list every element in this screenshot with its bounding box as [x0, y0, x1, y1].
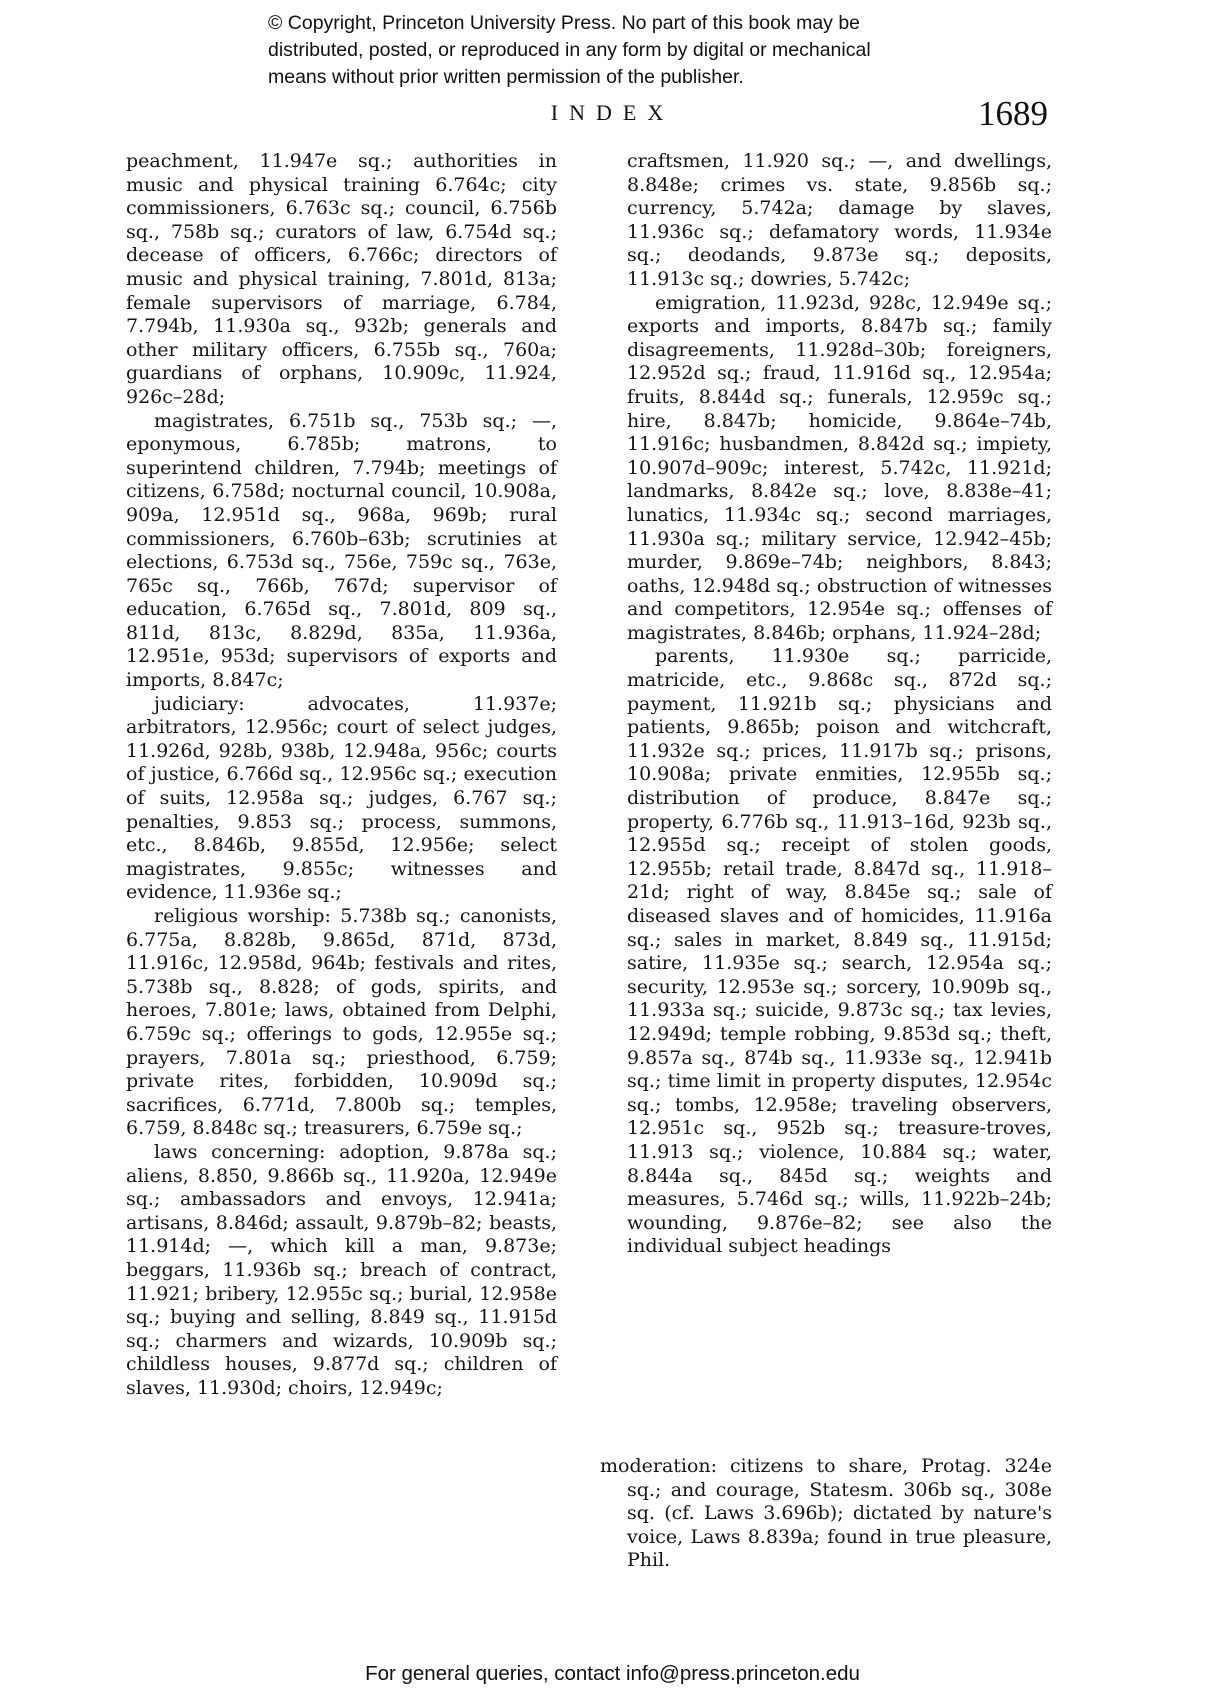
index-paragraph: parents, 11.930e sq.; parricide, matricide, etc., 9.868c sq., 872d sq.; payment, 11.921b sq.; physicians and patients, 9.865b; poison and witchcraft, 11.932e sq.; prices, 11.917b sq.; prisons, 10.908a; private enmities, 12.955b sq.; distribution of produce, 8.847e sq.; property, 6.776b sq., 11.913–16d, 923b sq., 12.955d sq.; receipt of stolen goods, 12.955b; retail trade, 8.847d sq., 11.918–21d; right of way, 8.845e sq.; sale of diseased slaves and of homicides, 11.916a sq.; sales in market, 8.849 sq., 11.915d; satire, 11.935e sq.; search, 12.954a sq.; security, 12.953e sq.; sorcery, 10.909b sq., 11.933a sq.; suicide, 9.873c sq.; tax levies, 12.949d; temple robbing, 9.853d sq.; theft, 9.857a sq., 874b sq., 11.933e sq., 12.941b sq.; time limit in property disputes, 12.954c sq.; tombs, 12.958e; traveling observers, 12.951c sq., 952b sq.; treasure-troves, 11.913 sq.; violence, 10.884 sq.; water, 8.844a sq., 845d sq.; weights and measures, 5.746d sq.; wills, 11.922b–24b; wounding, 9.876e–82; see also the individual subject headings — [627, 645, 1052, 1258]
index-paragraph: magistrates, 6.751b sq., 753b sq.; —, eponymous, 6.785b; matrons, to superintend children, 7.794b; meetings of citizens, 6.758d; nocturnal council, 10.908a, 909a, 12.951d sq., 968a, 969b; rural commissioners, 6.760b–63b; scrutinies at elections, 6.753d sq., 756e, 759c sq., 763e, 765c sq., 766b, 767d; supervisor of education, 6.765d sq., 7.801d, 809 sq., 811d, 813c, 8.829d, 835a, 11.936a, 12.951e, 953d; supervisors of exports and imports, 8.847c; — [126, 409, 557, 692]
page-number: 1689 — [978, 94, 1048, 133]
left-index-column — [126, 150, 557, 1400]
index-paragraph: craftsmen, 11.920 sq.; —, and dwellings, 8.848e; crimes vs. state, 9.856b sq.; currency, 5.742a; damage by slaves, 11.936c sq.; defamatory words, 11.934e sq.; deodands, 9.873e sq.; deposits, 11.913c sq.; dowries, 5.742c; — [627, 150, 1052, 290]
copyright-line: distributed, posted, or reproduced in any form by digital or mechanical — [268, 39, 871, 61]
copyright-notice — [268, 10, 988, 91]
index-paragraph: religious worship: 5.738b sq.; canonists, 6.775a, 8.828b, 9.865d, 871d, 873d, 11.916c, 12.958d, 964b; festivals and rites, 5.738b sq., 8.828; of gods, spirits, and heroes, 7.801e; laws, obtained from Delphi, 6.759c sq.; offerings to gods, 12.955e sq.; prayers, 7.801a sq.; priesthood, 6.759; private rites, forbidden, 10.909d sq.; sacrifices, 6.771d, 7.800b sq.; temples, 6.759, 8.848c sq.; treasurers, 6.759e sq.; — [126, 905, 557, 1140]
footer-contact: For general queries, contact info@press.princeton.edu — [365, 1662, 860, 1685]
index-paragraph: emigration, 11.923d, 928c, 12.949e sq.; exports and imports, 8.847b sq.; family disagreements, 11.928d–30b; foreigners, 12.952d sq.; fraud, 11.916d sq., 12.954a; fruits, 8.844d sq.; funerals, 12.959c sq.; hire, 8.847b; homicide, 9.864e–74b, 11.916c; husbandmen, 8.842d sq.; impiety, 10.907d–909c; interest, 5.742c, 11.921d; landmarks, 8.842e sq.; love, 8.838e–41; lunatics, 11.934c sq.; second marriages, 11.930a sq.; military service, 12.942–45b; murder, 9.869e–74b; neighbors, 8.843; oaths, 12.948d sq.; obstruction of witnesses and competitors, 12.954e sq.; offenses of magistrates, 8.846b; orphans, 11.924–28d; — [627, 291, 1052, 644]
index-paragraph: peachment, 11.947e sq.; authorities in music and physical training 6.764c; city commissioners, 6.763c sq.; council, 6.756b sq., 758b sq.; curators of law, 6.754d sq.; decease of officers, 6.766c; directors of music and physical training, 7.801d, 813a; female supervisors of marriage, 6.784, 7.794b, 11.930a sq., 932b; generals and other military officers, 6.755b sq., 760a; guardians of orphans, 10.909c, 11.924, 926c–28d; — [126, 150, 557, 408]
running-header-title: INDEX — [550, 100, 675, 125]
moderation-entry-block — [600, 1455, 1052, 1573]
copyright-line: means without prior written permission of the publisher. — [268, 66, 744, 88]
right-index-column — [627, 150, 1052, 1259]
index-entry-moderation: moderation: citizens to share, Protag. 324e sq.; and courage, Statesm. 306b sq., 308e sq. (cf. Laws 3.696b); dictated by nature's voice, Laws 8.839a; found in true pleasure, Phil. — [600, 1455, 1052, 1572]
index-paragraph: laws concerning: adoption, 9.878a sq.; aliens, 8.850, 9.866b sq., 11.920a, 12.949e sq.; ambassadors and envoys, 12.941a; artisans, 8.846d; assault, 9.879b–82; beasts, 11.914d; —, which kill a man, 9.873e; beggars, 11.936b sq.; breach of contract, 11.921; bribery, 12.955c sq.; burial, 12.958e sq.; buying and selling, 8.849 sq., 11.915d sq.; charmers and wizards, 10.909b sq.; childless houses, 9.877d sq.; children of slaves, 11.930d; choirs, 12.949c; — [126, 1140, 557, 1399]
index-paragraph: judiciary: advocates, 11.937e; arbitrators, 12.956c; court of select judges, 11.926d, 928b, 938b, 12.948a, 956c; courts of justice, 6.766d sq., 12.956c sq.; execution of suits, 12.958a sq.; judges, 6.767 sq.; penalties, 9.853 sq.; process, summons, etc., 8.846b, 9.855d, 12.956e; select magistrates, 9.855c; witnesses and evidence, 11.936e sq.; — [126, 692, 557, 904]
copyright-line: © Copyright, Princeton University Press. No part of this book may be — [268, 12, 861, 34]
